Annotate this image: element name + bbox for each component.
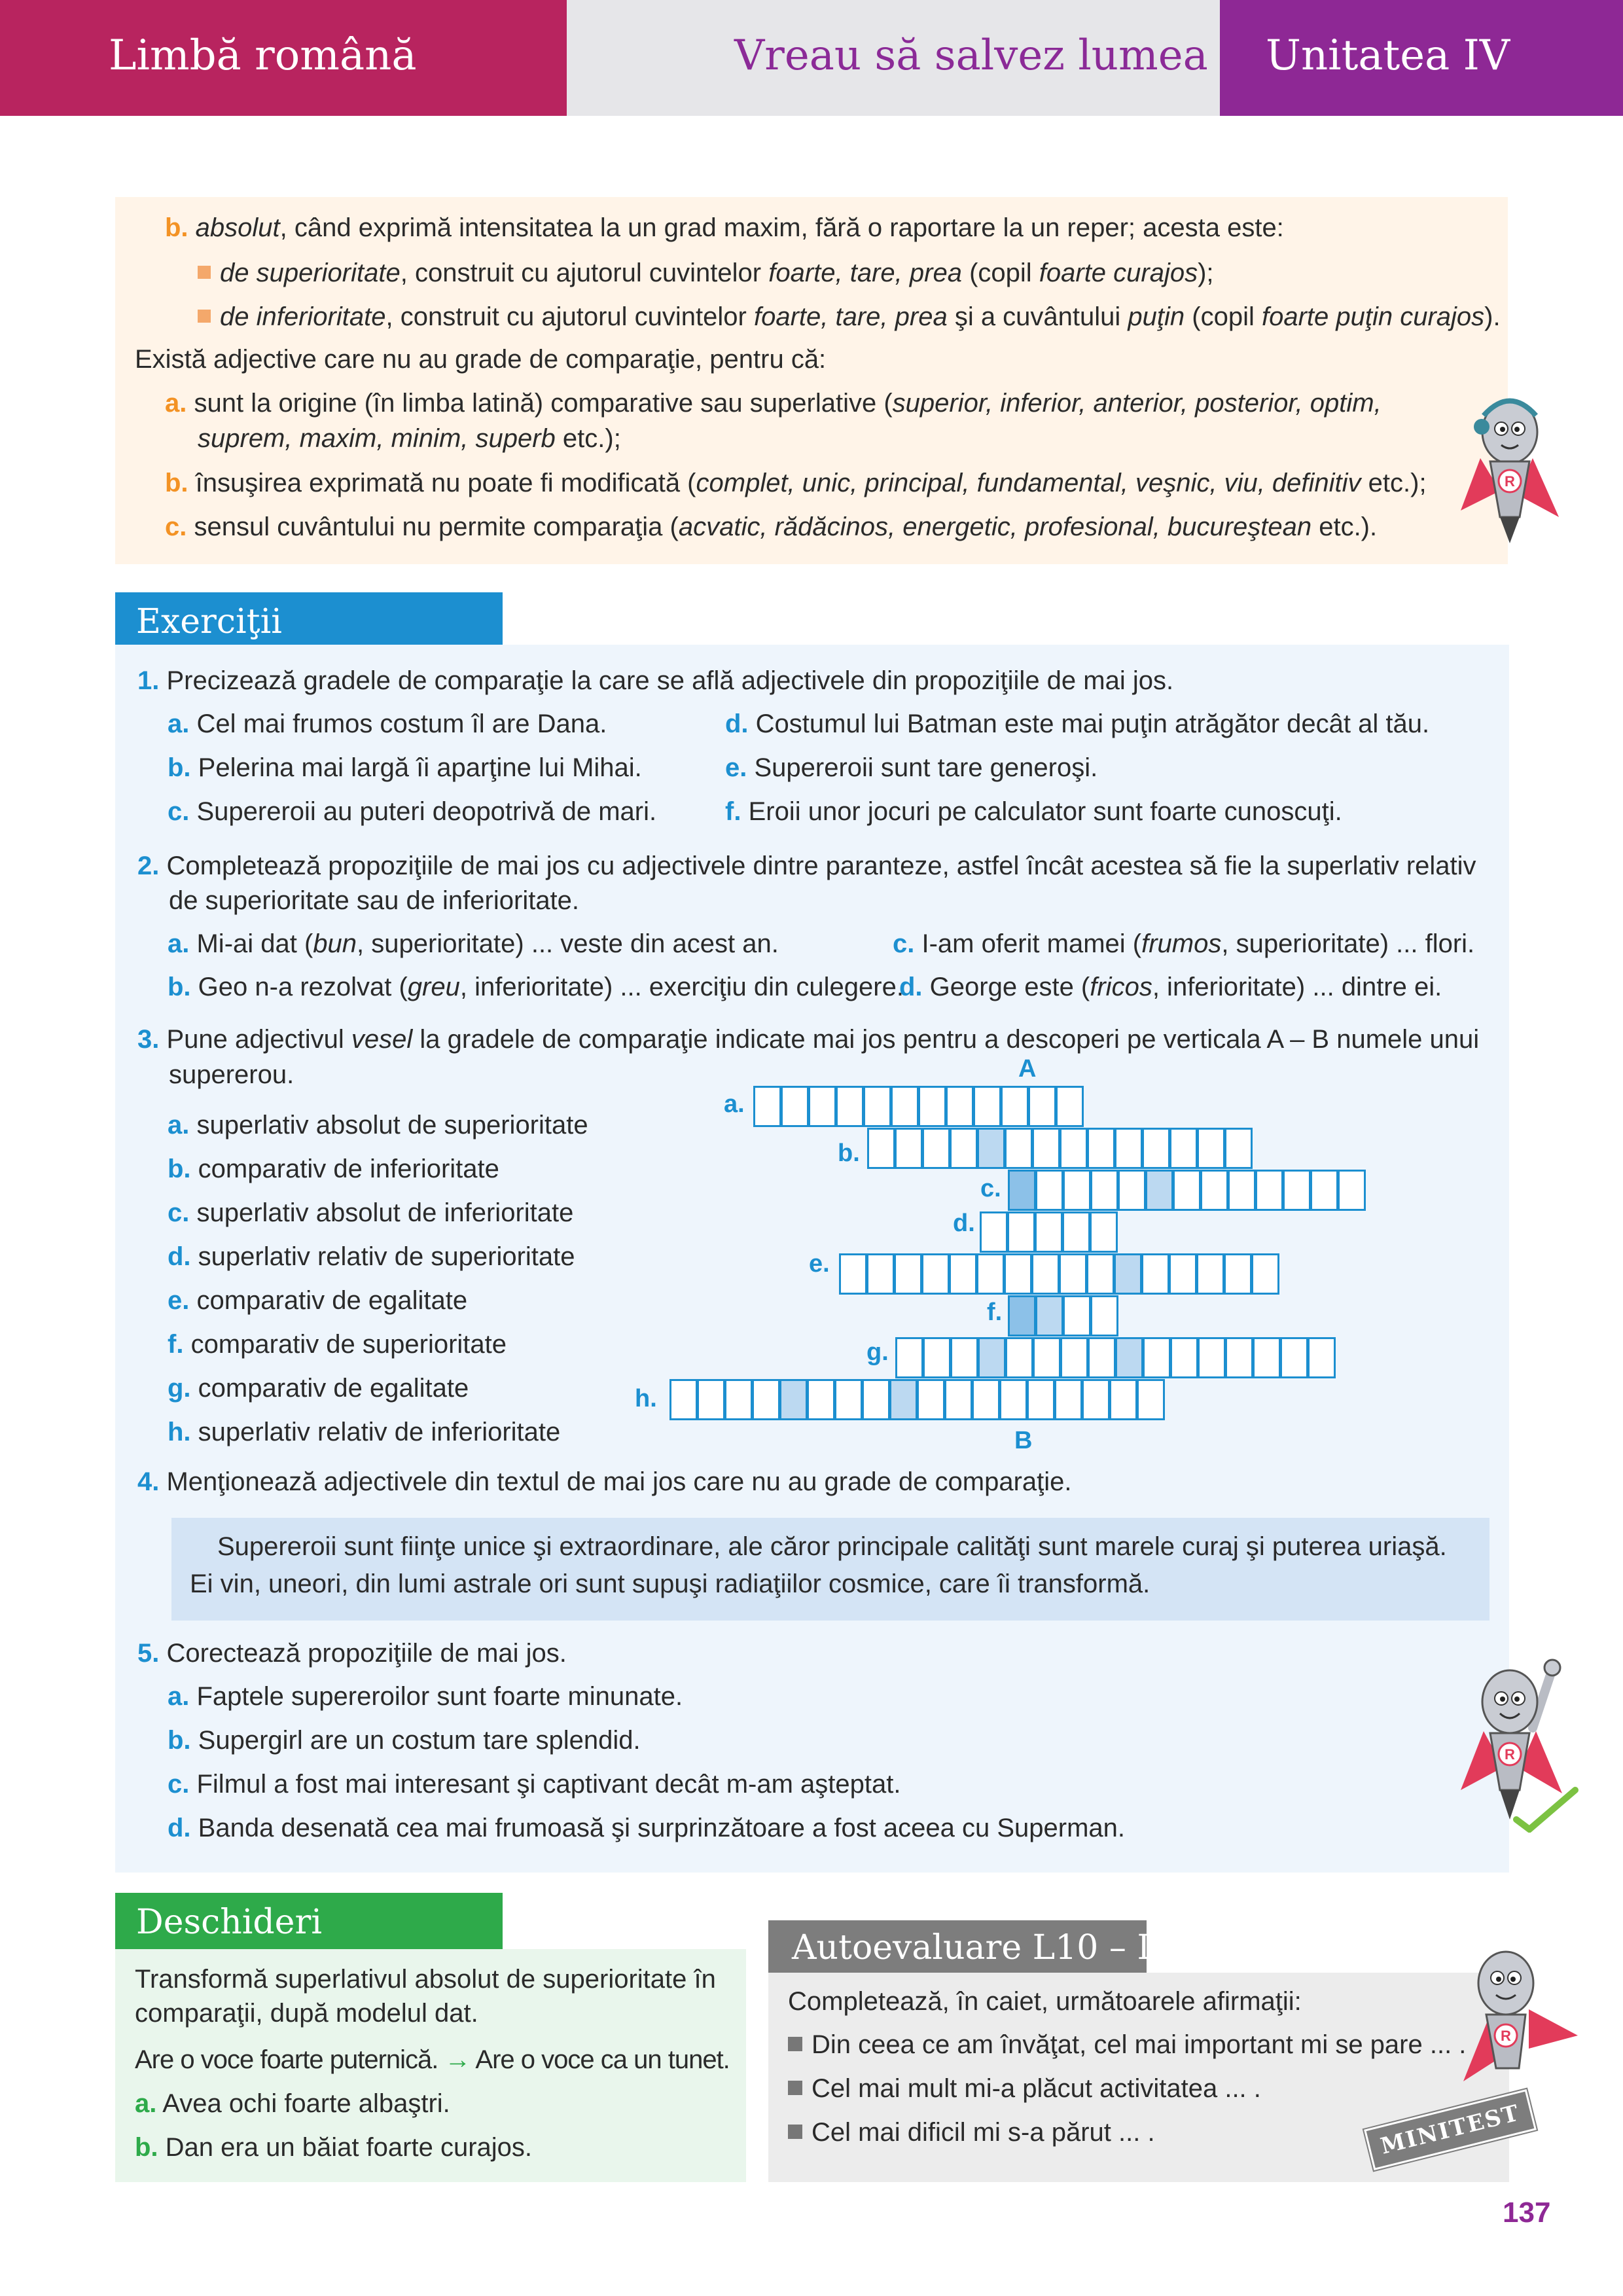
ex5-item-d: d. Banda desenată cea mai frumoasă şi surprinzătoare a fost aceea cu Superman. (168, 1814, 1126, 1842)
mascot-badge-letter: R (1505, 1746, 1515, 1763)
crossword-cell (697, 1379, 726, 1421)
autoevaluare-tab: Autoevaluare L10 – L13 (768, 1920, 1147, 1973)
crossword-row-label-e: e. (809, 1250, 830, 1278)
crossword-cell (1082, 1379, 1111, 1421)
robot-mascot-flying-icon (1450, 1937, 1581, 2101)
quote-line-1: Supereroii sunt fiinţe unice şi extraordinare, ale căror principale calităţi sunt marele curaj şi puterea uriaşă. (217, 1532, 1447, 1561)
ex1-item-e: e. Supereroii sunt tare generoşi. (725, 753, 1098, 782)
crossword-cell (1224, 1253, 1253, 1295)
crossword-cell (867, 1128, 896, 1170)
deschideri-line-2: comparaţii, după modelul dat. (135, 1999, 478, 2028)
crossword-row-label-g: g. (866, 1338, 889, 1366)
crossword-cell (973, 1086, 1002, 1128)
autoevaluare-intro: Completează, în caiet, următoarele afirmaţii: (788, 1987, 1302, 2016)
ex5-item-a: a. Faptele supereroilor sunt foarte minunate. (168, 1682, 683, 1711)
crossword-cell (976, 1253, 1005, 1295)
bullet-square-icon (788, 2037, 802, 2051)
crossword-cell (1054, 1379, 1083, 1421)
crossword-cell (1090, 1211, 1118, 1253)
header-unit: Unitatea IV (1266, 31, 1510, 80)
crossword-cell (1086, 1253, 1115, 1295)
theory-bullet-1: de superioritate, construit cu ajutorul cuvintelor foarte, tare, prea (copil foarte curajos); (198, 257, 1214, 289)
ex3-item-h: h. superlativ relativ de inferioritate (168, 1418, 561, 1446)
crossword-cell (946, 1086, 974, 1128)
crossword-cell (1115, 1128, 1143, 1170)
crossword-cell (724, 1379, 753, 1421)
crossword-cell (1035, 1170, 1064, 1211)
crossword-cell (1088, 1337, 1116, 1379)
quote-line-2: Ei vin, uneori, din lumi astrale ori sunt supuşi radiaţiilor cosmice, care îi transformă. (190, 1570, 1150, 1598)
crossword-cell (753, 1086, 782, 1128)
ex5-item-b: b. Supergirl are un costum tare splendid. (168, 1726, 641, 1755)
deschideri-tab: Deschideri (115, 1893, 503, 1949)
crossword-cell (834, 1379, 863, 1421)
ex5-item-c: c. Filmul a fost mai interesant şi captivant decât m-am aşteptat. (168, 1770, 901, 1799)
crossword-row-label-c: c. (980, 1175, 1001, 1202)
crossword-cell (1308, 1337, 1336, 1379)
deschideri-line-1: Transformă superlativul absolut de superioritate în (135, 1965, 716, 1994)
crossword-cell (1087, 1128, 1116, 1170)
mascot-badge-letter: R (1501, 2028, 1511, 2044)
ex3-item-e: e. comparativ de egalitate (168, 1286, 468, 1315)
ex2-item-a: a. Mi-ai dat (bun, superioritate) ... veste din acest an. (168, 929, 779, 958)
crossword-cell (1196, 1253, 1225, 1295)
deschideri-item-b: b. Dan era un băiat foarte curajos. (135, 2133, 533, 2162)
ex3-item-c: c. superlativ absolut de inferioritate (168, 1198, 574, 1227)
bullet-square-icon (788, 2081, 802, 2095)
crossword-cell (1224, 1128, 1253, 1170)
crossword-cell (752, 1379, 781, 1421)
crossword-cell (1228, 1170, 1257, 1211)
theory-intro: Există adjective care nu au grade de comparaţie, pentru că: (135, 345, 827, 374)
crossword-cell (895, 1128, 923, 1170)
crossword-cell (918, 1086, 947, 1128)
crossword-row-label-f: f. (987, 1299, 1003, 1326)
crossword-cell (1169, 1253, 1198, 1295)
crossword-row-label-h: h. (635, 1385, 657, 1412)
crossword-cell (1253, 1337, 1281, 1379)
crossword-row-label-b: b. (838, 1139, 860, 1167)
crossword-cell (1141, 1253, 1170, 1295)
ex3-item-d: d. superlativ relativ de superioritate (168, 1242, 575, 1271)
header-lesson-bar (567, 0, 1220, 116)
crossword-cell (1280, 1337, 1309, 1379)
ex1-item-a: a. Cel mai frumos costum îl are Dana. (168, 709, 607, 738)
crossword-cell (922, 1128, 951, 1170)
crossword-cell (1007, 1211, 1036, 1253)
crossword-cell (977, 1128, 1006, 1170)
autoevaluare-item-3: Cel mai dificil mi s-a părut ... . (788, 2117, 1155, 2148)
crossword-cell (1001, 1086, 1029, 1128)
crossword-cell (1251, 1253, 1280, 1295)
crossword-cell (1035, 1295, 1064, 1337)
ex2-prompt-cont: de superioritate sau de inferioritate. (169, 886, 580, 915)
crossword-cell (978, 1337, 1007, 1379)
crossword-cell (1283, 1170, 1311, 1211)
bullet-square-icon (198, 266, 211, 279)
crossword-cell (1005, 1337, 1034, 1379)
crossword-cell (1145, 1170, 1174, 1211)
ex3-item-b: b. comparativ de inferioritate (168, 1155, 499, 1183)
robot-mascot-checkmark-icon (1454, 1656, 1578, 1833)
header-lesson-title: Vreau să salvez lumea (734, 31, 1208, 80)
crossword-cell (866, 1253, 895, 1295)
crossword-cell (1142, 1128, 1171, 1170)
crossword-cell (1114, 1253, 1143, 1295)
crossword-cell (999, 1379, 1028, 1421)
crossword-cell (862, 1379, 891, 1421)
crossword-cell (1060, 1337, 1089, 1379)
crossword-cell (669, 1379, 698, 1421)
bullet-square-icon (198, 310, 211, 323)
crossword-cell (944, 1379, 973, 1421)
crossword-cell (807, 1379, 836, 1421)
header-subject-bar (0, 0, 567, 116)
crossword-label-b-bottom: B (1014, 1427, 1033, 1454)
exercises-tab: Exerciţii (115, 592, 503, 649)
ex3-item-g: g. comparativ de egalitate (168, 1374, 469, 1403)
theory-line-b2: b. însuşirea exprimată nu poate fi modificată (complet, unic, principal, fundamental, veşnic, viu, definitiv etc.); (165, 469, 1427, 497)
crossword-cell (1005, 1128, 1033, 1170)
ex2-item-d: d. George este (fricos, inferioritate) ... dintre ei. (899, 973, 1442, 1001)
crossword-cell (949, 1253, 978, 1295)
crossword-cell (980, 1211, 1008, 1253)
ex1-item-c: c. Supereroii au puteri deopotrivă de mari. (168, 797, 657, 826)
autoevaluare-item-2: Cel mai mult mi-a plăcut activitatea ... . (788, 2073, 1261, 2104)
crossword-cell (1118, 1170, 1147, 1211)
crossword-cell (950, 1337, 979, 1379)
theory-line-a-cont: suprem, maxim, minim, superb etc.); (198, 424, 621, 453)
ex2-item-b: b. Geo n-a rezolvat (greu, inferioritate) ... exerciţiu din culegere. (168, 973, 904, 1001)
crossword-cell (1063, 1170, 1092, 1211)
crossword-cell (1143, 1337, 1171, 1379)
crossword-cell (781, 1086, 810, 1128)
crossword-cell (839, 1253, 868, 1295)
ex4-prompt: 4. Menţionează adjectivele din textul de mai jos care nu au grade de comparaţie. (137, 1467, 1072, 1496)
crossword-cell (1035, 1211, 1063, 1253)
theory-box (115, 197, 1508, 564)
ex3-prompt: 3. Pune adjectivul vesel la gradele de comparaţie indicate mai jos pentru a descoperi pe verticala A – B numele unui (137, 1025, 1480, 1054)
crossword-row-label-a: a. (724, 1090, 745, 1118)
ex3-prompt-cont: supererou. (169, 1060, 294, 1089)
ex3-item-f: f. comparativ de superioritate (168, 1330, 507, 1359)
crossword-cell (1225, 1337, 1254, 1379)
crossword-cell (950, 1128, 978, 1170)
crossword-cell (1338, 1170, 1366, 1211)
header-subject: Limbă română (109, 31, 417, 80)
crossword-cell (1033, 1337, 1061, 1379)
crossword-cell (889, 1379, 918, 1421)
ex2-item-c: c. I-am oferit mamei (frumos, superioritate) ... flori. (893, 929, 1475, 958)
ex1-prompt: 1. Precizează gradele de comparaţie la care se află adjectivele din propoziţiile de mai jos. (137, 666, 1174, 695)
bullet-square-icon (788, 2125, 802, 2139)
crossword-cell (1090, 1295, 1119, 1337)
ex2-prompt: 2. Completează propoziţiile de mai jos cu adjectivele dintre paranteze, astfel încât acestea să fie la superlativ relativ (137, 852, 1476, 880)
crossword-cell (836, 1086, 865, 1128)
crossword-cell (1028, 1086, 1057, 1128)
deschideri-item-a: a. Avea ochi foarte albaştri. (135, 2089, 450, 2118)
robot-mascot-icon (1454, 386, 1565, 550)
crossword-cell (895, 1337, 924, 1379)
crossword-cell (1056, 1086, 1084, 1128)
theory-line-c: c. sensul cuvântului nu permite comparaţia (acvatic, rădăcinos, energetic, profesional, bucureştean etc.). (165, 512, 1378, 541)
crossword-cell (1115, 1337, 1144, 1379)
crossword-cell (1090, 1170, 1119, 1211)
crossword-cell (1062, 1211, 1091, 1253)
ex1-item-b: b. Pelerina mai largă îi aparţine lui Mihai. (168, 753, 642, 782)
crossword-cell (1137, 1379, 1166, 1421)
crossword-cell (863, 1086, 892, 1128)
page-number: 137 (1503, 2197, 1551, 2229)
crossword-cell (1255, 1170, 1284, 1211)
deschideri-model: Are o voce foarte puternică. → Are o voce ca un tunet. (135, 2045, 730, 2074)
crossword-cell (921, 1253, 950, 1295)
theory-line-b: b. absolut, când exprimă intensitatea la un grad maxim, fără o raportare la un reper; acesta este: (165, 213, 1284, 242)
crossword-cell (972, 1379, 1001, 1421)
crossword-cell (1173, 1170, 1202, 1211)
crossword-cell (1169, 1128, 1198, 1170)
crossword-cell (1060, 1128, 1088, 1170)
theory-line-a: a. sunt la origine (în limba latină) comparative sau superlative (superior, inferior, anterior, posterior, optim, (165, 389, 1382, 418)
crossword-row-label-d: d. (953, 1210, 975, 1237)
crossword-cell (894, 1253, 923, 1295)
crossword-cell (1008, 1170, 1037, 1211)
ex1-item-d: d. Costumul lui Batman este mai puţin atrăgător decât al tău. (725, 709, 1430, 738)
crossword-label-a-top: A (1018, 1055, 1037, 1083)
crossword-cell (779, 1379, 808, 1421)
arrow-right-icon: → (444, 2045, 471, 2074)
crossword-cell (917, 1379, 946, 1421)
crossword-cell (1200, 1170, 1229, 1211)
ex1-item-f: f. Eroii unor jocuri pe calculator sunt foarte cunoscuţi. (725, 797, 1342, 826)
mascot-badge-letter: R (1505, 473, 1515, 490)
header-unit-bar (1220, 0, 1623, 116)
crossword-cell (923, 1337, 952, 1379)
crossword-cell (1198, 1337, 1226, 1379)
crossword-cell (1031, 1253, 1060, 1295)
crossword-cell (1004, 1253, 1033, 1295)
crossword-cell (808, 1086, 837, 1128)
crossword-cell (1109, 1379, 1138, 1421)
crossword-cell (891, 1086, 919, 1128)
ex3-item-a: a. superlativ absolut de superioritate (168, 1111, 588, 1139)
crossword-cell (1063, 1295, 1092, 1337)
crossword-cell (1027, 1379, 1056, 1421)
theory-bullet-2: de inferioritate, construit cu ajutorul cuvintelor foarte, tare, prea şi a cuvântului puţin (copil foarte puţin curajos). (198, 301, 1501, 332)
crossword-cell (1008, 1295, 1037, 1337)
crossword-cell (1310, 1170, 1339, 1211)
minitest-stamp: MINITEST (1364, 2089, 1537, 2170)
ex5-prompt: 5. Corectează propoziţiile de mai jos. (137, 1639, 567, 1668)
crossword-cell (1170, 1337, 1199, 1379)
crossword-cell (1197, 1128, 1226, 1170)
autoevaluare-item-1: Din ceea ce am învăţat, cel mai important mi se pare ... . (788, 2029, 1466, 2060)
crossword-cell (1032, 1128, 1061, 1170)
crossword-cell (1059, 1253, 1088, 1295)
